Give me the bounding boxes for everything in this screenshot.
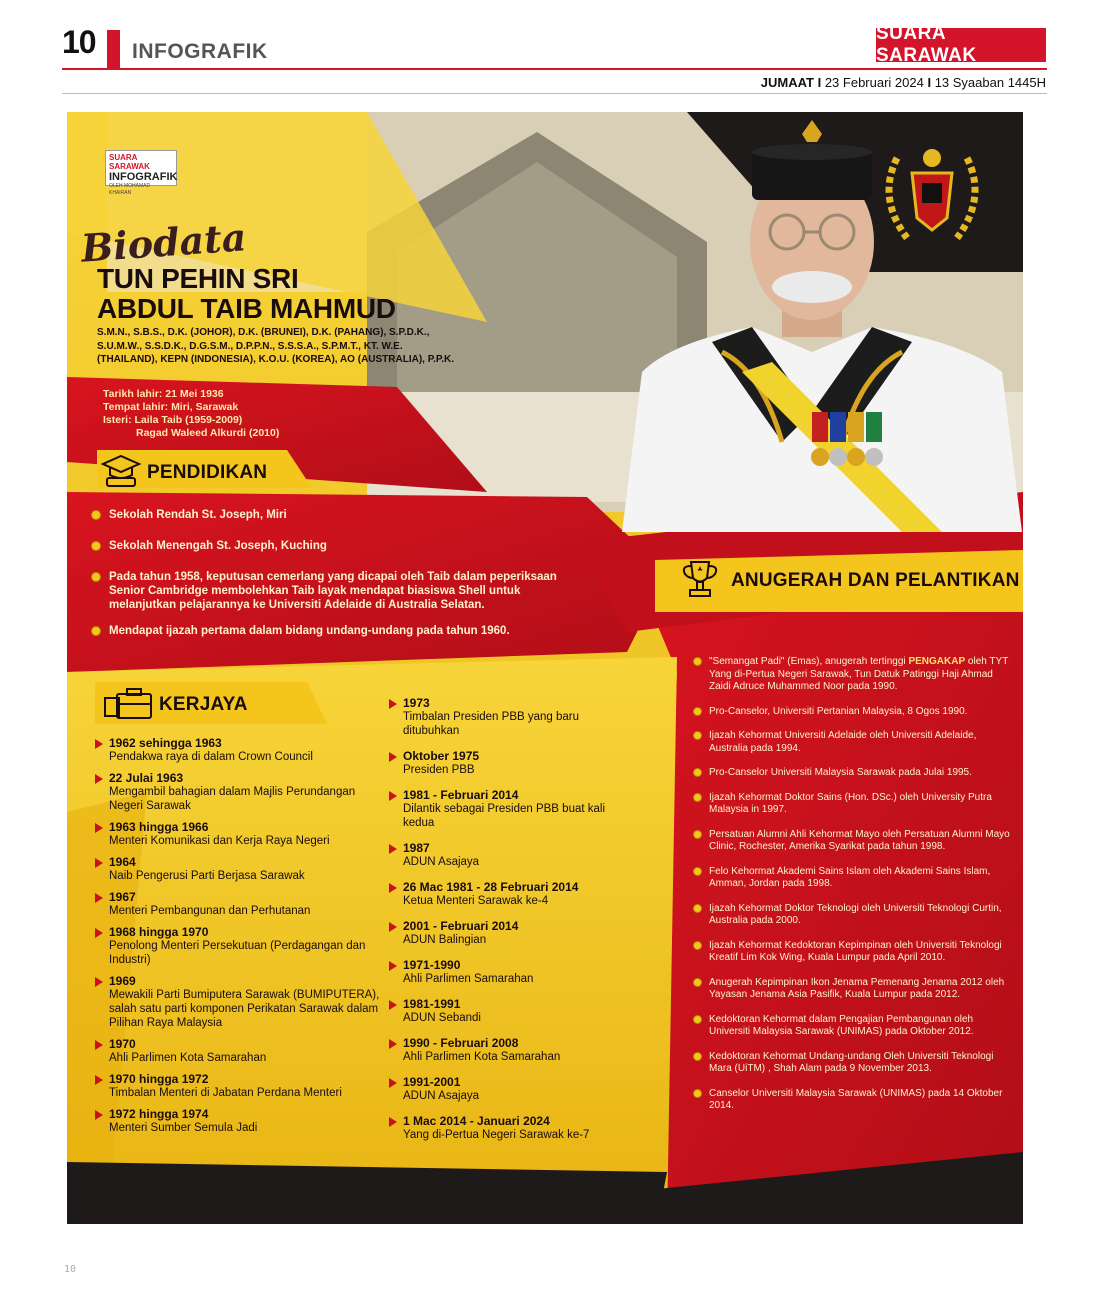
bullet-icon [389, 1039, 397, 1049]
trophy-icon [679, 558, 721, 600]
logo-line-1: SUARA SARAWAK [109, 153, 150, 171]
bullet-icon [693, 830, 702, 839]
bullet-icon [693, 1052, 702, 1061]
bullet-icon [389, 1078, 397, 1088]
list-item: 1964 Naib Pengerusi Parti Berjasa Sarawak [93, 855, 383, 883]
bullet-icon [389, 1000, 397, 1010]
honours-list: S.M.N., S.B.S., D.K. (JOHOR), D.K. (BRUNEI), D.K. (PAHANG), S.P.D.K., S.U.M.W., S.S.D.K., D.G.S.M., D.P.P.N., S.S.S.A., S.P.M.T., KT. W.E. (THAILAND), KEPN (INDONESIA), K.O.U. (KOREA), AO (AUSTRALIA), P.P.K. [97, 327, 455, 365]
bullet-icon [693, 867, 702, 876]
dateline-hijri: 13 Syaaban 1445H [934, 75, 1046, 90]
coat-of-arms-icon [867, 128, 997, 258]
bullet-icon [389, 961, 397, 971]
list-item: 1967 Menteri Pembangunan dan Perhutanan [93, 890, 383, 918]
bullet-icon [693, 1015, 702, 1024]
person-name [97, 264, 396, 324]
name-line-2: ABDUL TAIB MAHMUD [97, 293, 396, 324]
graduation-cap-icon [101, 454, 141, 488]
list-item: Pro-Canselor Universiti Malaysia Sarawak pada Julai 1995. [693, 767, 1015, 780]
education-list [89, 508, 569, 638]
bullet-icon [95, 1110, 103, 1120]
dateline-day: JUMAAT [760, 75, 814, 90]
list-item: 1973 Timbalan Presiden PBB yang baru ditubuhkan [387, 696, 627, 738]
bullet-icon [389, 844, 397, 854]
name-line-1: TUN PEHIN SRI [97, 263, 299, 294]
infographic-poster [67, 112, 1023, 1224]
list-item: Oktober 1975 Presiden PBB [387, 749, 627, 777]
bio-block [103, 388, 279, 440]
section-bar [107, 30, 120, 68]
list-item: 1991-2001 ADUN Asajaya [387, 1075, 627, 1103]
bullet-icon [693, 793, 702, 802]
list-item: Anugerah Kepimpinan Ikon Jenama Pemenang Jenama 2012 oleh Yayasan Jenama Asia Pasifik, Kuala Lumpur pada 2012. [693, 977, 1015, 1002]
list-item: Felo Kehormat Akademi Sains Islam oleh Akademi Sains Islam, Amman, Jordan pada 1998. [693, 866, 1015, 891]
list-item: 1981-1991 ADUN Sebandi [387, 997, 627, 1025]
list-item: 1981 - Februari 2014 Dilantik sebagai Presiden PBB buat kali kedua [387, 788, 627, 830]
bullet-icon [91, 541, 101, 551]
list-item: 1962 sehingga 1963 Pendakwa raya di dalam Crown Council [93, 736, 383, 764]
bullet-icon [693, 657, 702, 666]
list-item: Canselor Universiti Malaysia Sarawak (UNIMAS) pada 14 Oktober 2014. [693, 1088, 1015, 1113]
list-item: Persatuan Alumni Ahli Kehormat Mayo oleh Persatuan Alumni Mayo Clinic, Rochester, Amerika Syarikat pada tahun 1998. [693, 829, 1015, 854]
dateline-date: 23 Februari 2024 [824, 75, 924, 90]
list-item: 26 Mac 1981 - 28 Februari 2014 Ketua Menteri Sarawak ke-4 [387, 880, 627, 908]
bullet-icon [693, 978, 702, 987]
bullet-icon [95, 774, 103, 784]
bullet-icon [693, 904, 702, 913]
bullet-icon [693, 1089, 702, 1098]
list-item: 1990 - Februari 2008 Ahli Parlimen Kota Samarahan [387, 1036, 627, 1064]
infografik-logo [105, 150, 178, 196]
list-item: 1987 ADUN Asajaya [387, 841, 627, 869]
section-label: INFOGRAFIK [132, 40, 268, 63]
list-item: 22 Julai 1963 Mengambil bahagian dalam Majlis Perundangan Negeri Sarawak [93, 771, 383, 813]
logo-line-2: INFOGRAFIK [109, 171, 178, 183]
list-item: 1969 Mewakili Parti Bumiputera Sarawak (BUMIPUTERA), salah satu parti komponen Perikatan Sarawak dalam Pilihan Raya Malaysia [93, 974, 383, 1030]
dateline: JUMAAT I 23 Februari 2024 I 13 Syaaban 1445H [760, 75, 1046, 90]
bullet-icon [95, 928, 103, 938]
list-item: 1 Mac 2014 - Januari 2024 Yang di-Pertua Negeri Sarawak ke-7 [387, 1114, 627, 1142]
bullet-icon [91, 572, 101, 582]
list-item: 1970 hingga 1972 Timbalan Menteri di Jabatan Perdana Menteri [93, 1072, 383, 1100]
bullet-icon [693, 768, 702, 777]
list-item: Kedoktoran Kehormat Undang-undang Oleh Universiti Teknologi Mara (UiTM) , Shah Alam pada 9 November 2013. [693, 1051, 1015, 1076]
list-item: 1970 Ahli Parlimen Kota Samarahan [93, 1037, 383, 1065]
bullet-icon [693, 941, 702, 950]
awards-list [693, 656, 1015, 1113]
script-title: Biodata [79, 214, 248, 271]
education-heading: PENDIDIKAN [147, 462, 268, 483]
bullet-icon [95, 1075, 103, 1085]
bullet-icon [389, 883, 397, 893]
spouse-2: Ragad Waleed Alkurdi (2010) [136, 427, 280, 439]
bullet-icon [95, 893, 103, 903]
bullet-icon [389, 791, 397, 801]
list-item: 1971-1990 Ahli Parlimen Samarahan [387, 958, 627, 986]
bullet-icon [95, 823, 103, 833]
bullet-icon [95, 1040, 103, 1050]
list-item: Ijazah Kehormat Doktor Teknologi oleh Universiti Teknologi Curtin, Australia pada 2000. [693, 903, 1015, 928]
bullet-icon [389, 752, 397, 762]
list-item: Ijazah Kehormat Doktor Sains (Hon. DSc.) oleh University Putra Malaysia in 1997. [693, 792, 1015, 817]
list-item: 1963 hingga 1966 Menteri Komunikasi dan Kerja Raya Negeri [93, 820, 383, 848]
bullet-icon [95, 739, 103, 749]
logo-line-3: OLEH MOHAMAD KHAIRAN [109, 183, 151, 196]
list-item: Sekolah Rendah St. Joseph, Miri [89, 508, 569, 522]
bullet-icon [95, 977, 103, 987]
list-item: Kedoktoran Kehormat dalam Pengajian Pembangunan oleh Universiti Malaysia Sarawak (UNIMAS) pada Oktober 2012. [693, 1014, 1015, 1039]
list-item: 1972 hingga 1974 Menteri Sumber Semula Jadi [93, 1107, 383, 1135]
thin-rule [62, 93, 1047, 94]
spouse-1: Isteri: Laila Taib (1959-2009) [103, 414, 243, 426]
page-number: 10 [62, 24, 96, 60]
bullet-icon [693, 707, 702, 716]
list-item: Ijazah Kehormat Kedoktoran Kepimpinan oleh Universiti Teknologi Kreatif Lim Kok Wing, Kuala Lumpur pada April 2010. [693, 940, 1015, 965]
briefcase-icon [103, 686, 153, 722]
list-item: 2001 - Februari 2014 ADUN Balingian [387, 919, 627, 947]
bullet-icon [95, 858, 103, 868]
birth-place: Tempat lahir: Miri, Sarawak [103, 401, 239, 413]
awards-heading: ANUGERAH DAN PELANTIKAN [731, 570, 1020, 591]
bullet-icon [91, 510, 101, 520]
list-item: Pro-Canselor, Universiti Pertanian Malaysia, 8 Ogos 1990. [693, 706, 1015, 719]
bullet-icon [91, 626, 101, 636]
list-item: Ijazah Kehormat Universiti Adelaide oleh Universiti Adelaide, Australia pada 1994. [693, 730, 1015, 755]
bullet-icon [389, 699, 397, 709]
brand-logo: SUARA SARAWAK [876, 28, 1046, 62]
career-heading: KERJAYA [159, 694, 248, 715]
header-rule [62, 68, 1047, 70]
list-item: Pada tahun 1958, keputusan cemerlang yang dicapai oleh Taib dalam peperiksaan Senior Cambridge membolehkan Taib layak mendapat biasiswa Shell untuk melanjutkan pelajarannya ke Universiti Adelaide di Australia Selatan. [89, 570, 569, 612]
list-item: Sekolah Menengah St. Joseph, Kuching [89, 539, 569, 553]
career-list-column-2 [387, 696, 627, 1142]
career-list-column-1 [93, 736, 383, 1135]
bullet-icon [389, 1117, 397, 1127]
list-item: "Semangat Padi" (Emas), anugerah tertinggi PENGAKAP oleh TYT Yang di-Pertua Negeri Sarawak, Tun Datuk Patinggi Haji Ahmad Zaidi Adruce Muhammed Noor pada 1990. [693, 656, 1015, 694]
bullet-icon [693, 731, 702, 740]
list-item: Mendapat ijazah pertama dalam bidang undang-undang pada tahun 1960. [89, 624, 569, 638]
list-item: 1968 hingga 1970 Penolong Menteri Persekutuan (Perdagangan dan Industri) [93, 925, 383, 967]
bullet-icon [389, 922, 397, 932]
birth-date: Tarikh lahir: 21 Mei 1936 [103, 388, 224, 400]
footer-page-number: 10 [64, 1264, 77, 1275]
